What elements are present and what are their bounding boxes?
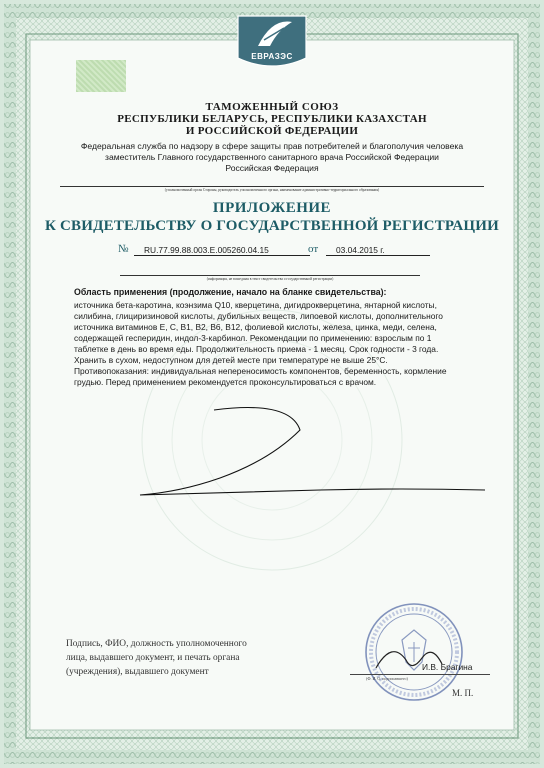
header-line-2: РЕСПУБЛИКИ БЕЛАРУСЬ, РЕСПУБЛИКИ КАЗАХСТАН — [117, 113, 427, 125]
seal-place-label: М. П. — [452, 688, 474, 698]
issuer-line-2: заместитель Главного государственного санитарного врача Российской Федерации — [105, 152, 439, 162]
area-of-use-title: Область применения (продолжение, начало на бланке свидетельства): — [74, 287, 387, 297]
document-title-line-1: ПРИЛОЖЕНИЕ — [212, 200, 332, 216]
document-title-line-2: К СВИДЕТЕЛЬСТВУ О ГОСУДАРСТВЕННОЙ РЕГИСТРАЦИИ — [45, 218, 499, 234]
date-label: от — [308, 243, 319, 255]
registration-date: 03.04.2015 г. — [336, 245, 385, 255]
logo-label: ЕВРАЗЭС — [251, 52, 293, 61]
body-line: Противопоказания: индивидуальная непереносимость компонентов, беременность, кормление — [74, 366, 447, 376]
signer-name: И.В. Брагина — [422, 662, 473, 672]
fio-underline — [350, 674, 490, 675]
body-line: содержащей гесперидин, индол-3-карбинол. Рекомендации по применению: взрослым по 1 — [74, 333, 432, 343]
signature-caption-line: лица, выдавшего документ, и печать органа — [66, 653, 240, 663]
number-label: № — [118, 243, 129, 255]
official-seal — [362, 600, 466, 704]
info-caption: (информация, не вошедшая в текст свидетельства о государственной регистрации) — [120, 275, 420, 281]
body-line: грудью. Перед применением рекомендуется проконсультироваться с врачом. — [74, 377, 377, 387]
header-line-1: ТАМОЖЕННЫЙ СОЮЗ — [205, 101, 339, 113]
signature-caption-line: (учреждения), выдавшего документ — [66, 667, 209, 677]
header-line-3: И РОССИЙСКОЙ ФЕДЕРАЦИИ — [185, 125, 359, 137]
body-line: таблетке в день во время еды. Продолжительность приема - 1 месяц. Срок годности - 3 года. — [74, 344, 439, 354]
body-line: Хранить в сухом, недоступном для детей месте при температуре не выше 25°С. — [74, 355, 388, 365]
issuer-line-3: Российская Федерация — [225, 163, 319, 173]
body-line: силибина, глициризиновой кислоты, дубильных веществ, липоевой кислоты, дополнительного — [74, 311, 443, 321]
issuer-line-1: Федеральная служба по надзору в сфере защиты прав потребителей и благополучия человека — [80, 141, 464, 151]
signature-caption-line: Подпись, ФИО, должность уполномоченного — [66, 639, 247, 649]
registration-number: RU.77.99.88.003.E.005260.04.15 — [144, 245, 269, 255]
body-line: источника витаминов Е, С, В1, В2, В6, В12, фолиевой кислоты, железа, цинка, меди, селена, — [74, 322, 437, 332]
fio-caption: (Ф. И. О. подписавшего) — [366, 676, 408, 681]
signature-caption — [66, 637, 316, 679]
authority-caption: (уполномоченный орган Стороны, руководитель уполномоченного органа, наименование административно-территориального образования) — [60, 186, 484, 192]
body-line: источника бета-каротина, коэнзима Q10, кверцетина, дигидрокверцетина, янтарной кислоты, — [74, 300, 437, 310]
